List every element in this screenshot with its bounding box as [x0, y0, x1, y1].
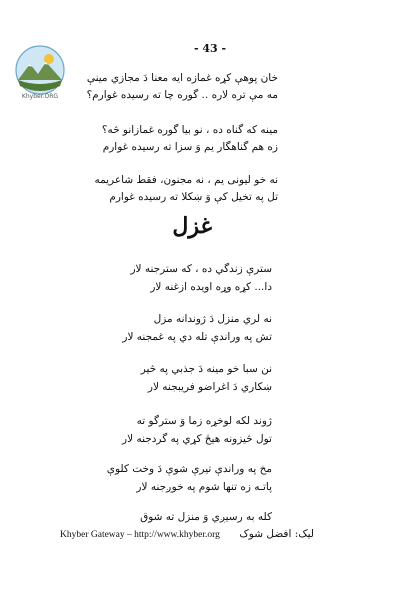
verse-line: سترې زندگي ده ، که سترجنه لار [130, 263, 272, 275]
section-heading: غزل [172, 213, 212, 239]
verse-line: تل په تخیل کې وَ ښکلا ته رسیده غوارم [109, 191, 278, 203]
verse-line: نه لري منزل دَ ژوندانه مزل [153, 313, 272, 325]
author-credit: لیک: افضل شوک [239, 528, 314, 540]
verse-line: ښکاري دَ اغراضو فریبجنه لار [147, 381, 272, 393]
ghazal-couplet [130, 260, 272, 296]
intro-stanza [102, 122, 278, 156]
ghazal-couplet [141, 360, 272, 396]
intro-stanza [94, 172, 278, 206]
verse-line: خان پوهې کړه غمازه ایه معنا دَ مجازي مینې [86, 72, 278, 84]
verse-line: ژوند لکه لوخړه زما وَ سترگو ته [136, 415, 272, 427]
ghazal-couplet [107, 460, 272, 496]
verse-line: مخ په وراندې تیرې شوې دَ وخت کلوې [106, 463, 272, 475]
verse-line: تول څیزونه هیڅ کړي په گردجنه لار [122, 433, 272, 445]
verse-line: مه مې تره لاره .. گوره چا ته رسیده غوارم؟ [86, 89, 278, 101]
page-number: - 43 - [193, 42, 227, 55]
verse-line: کله به رسیږي وَ منزل ته شوق [140, 511, 272, 523]
verse-line: تش په وراندې تله دي په غمجنه لار [122, 331, 272, 343]
verse-line: دا... کړه وړه اویده ازغنه لار [150, 281, 272, 293]
verse-line: نه خو لیونی یم ، نه مجنون، فقط شاعریمه [94, 174, 278, 186]
footer-credit: Khyber Gateway – http://www.khyber.org [60, 530, 220, 540]
verse-line: زه هم گناهگار یم وَ سزا ته رسیده غوارم [102, 141, 278, 153]
logo-caption: Khyber.ORG [21, 93, 59, 100]
ghazal-couplet [122, 310, 272, 346]
intro-stanza [87, 70, 278, 104]
ghazal-couplet [140, 508, 272, 526]
verse-line: پاتـه زه تنها شوم په خوږجنه لار [136, 481, 272, 493]
verse-line: نن سبا خو مینه دَ جذبي په څیر [140, 363, 272, 375]
verse-line: مینه که گناه ده ، نو بیا گوره غمازانو څه؟ [101, 124, 278, 136]
ghazal-couplet [122, 412, 272, 448]
